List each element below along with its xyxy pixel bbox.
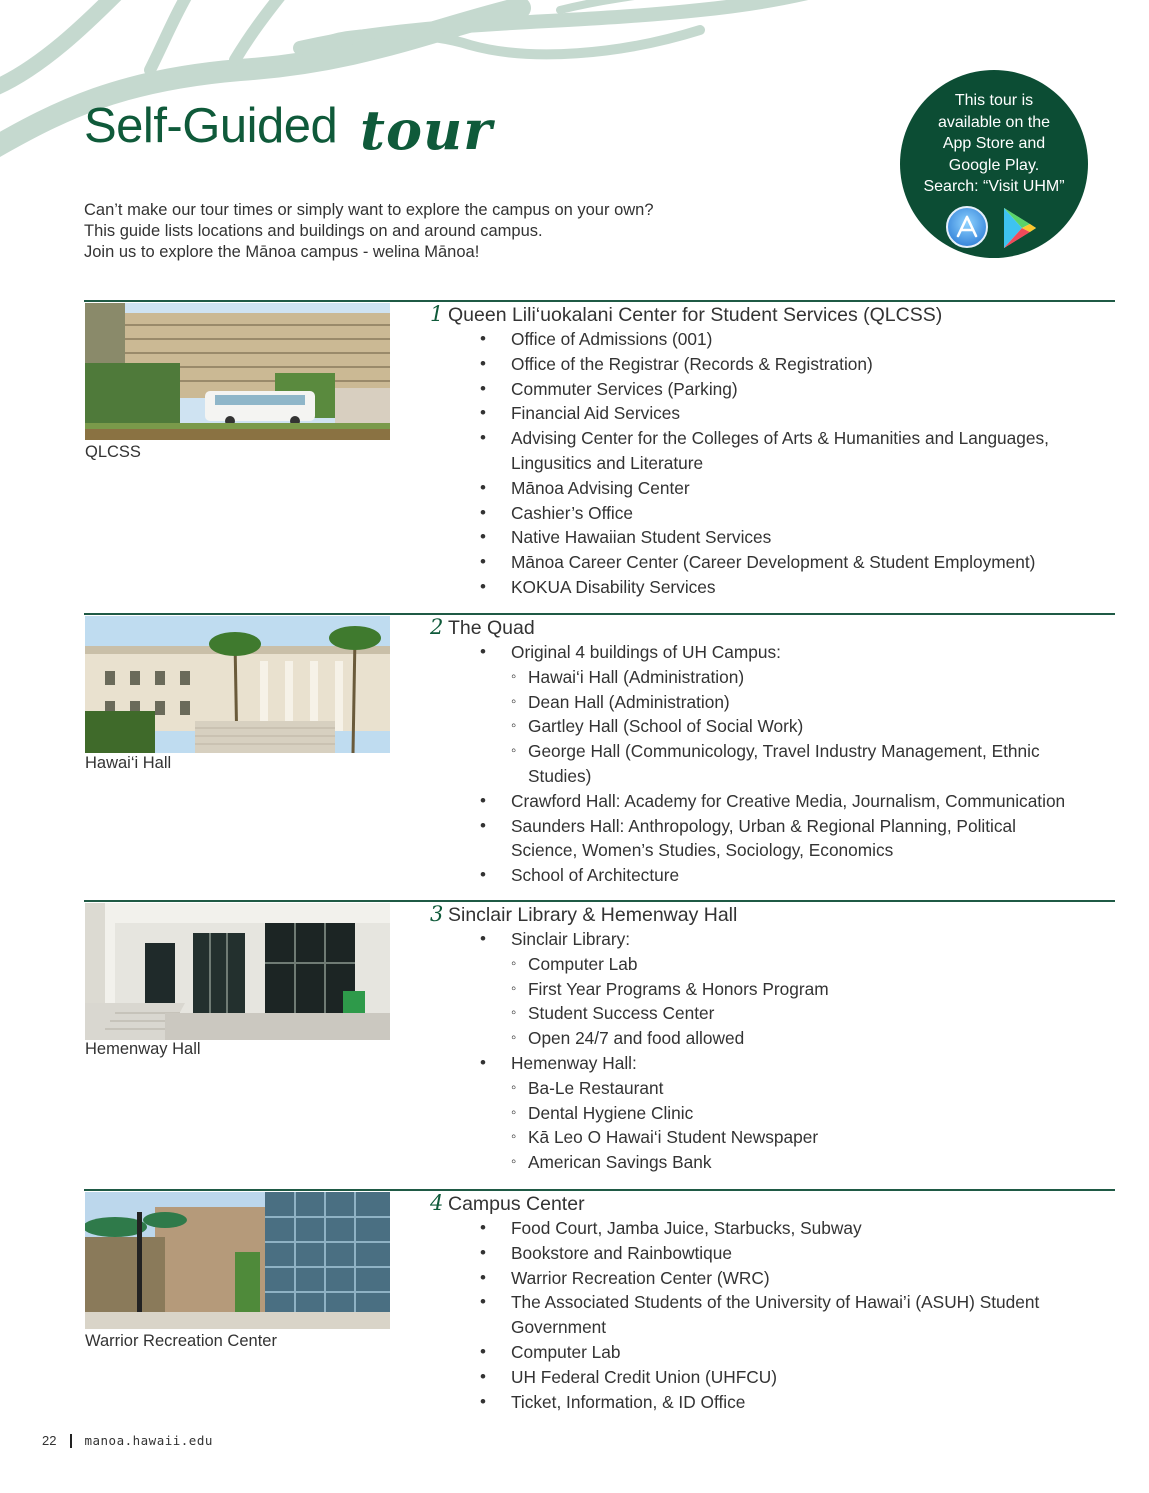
app-store-icon[interactable]: [946, 206, 988, 248]
sub-list-item-text-continued: Studies): [528, 765, 592, 786]
photo-caption: QLCSS: [85, 443, 141, 461]
hemenway-hall-photo: [85, 903, 390, 1040]
sub-list-item: ◦ American Savings Bank: [430, 1150, 1115, 1175]
badge-line: Search: “Visit UHM”: [923, 178, 1065, 195]
badge-line: Google Play.: [948, 156, 1040, 174]
sub-list-item: ◦ Open 24/7 and food allowed: [430, 1026, 1115, 1051]
sub-list-item: ◦ Student Success Center: [430, 1001, 1115, 1026]
list-item-text: Saunders Hall: Anthropology, Urban & Regional Planning, Political: [511, 815, 1016, 836]
list-item: [430, 1290, 1115, 1340]
sub-list: [430, 665, 1115, 789]
sub-list: [430, 952, 1115, 1051]
list-item: • Office of Admissions (001): [430, 327, 1115, 352]
list-item: • Native Hawaiian Student Services: [430, 525, 1115, 550]
section-heading: [430, 1191, 1115, 1216]
list-item: • Cashier’s Office: [430, 501, 1115, 526]
app-availability-badge: [900, 70, 1088, 258]
photo-caption: Warrior Recreation Center: [85, 1332, 277, 1350]
sub-list-item-text: George Hall (Communicology, Travel Industry Management, Ethnic: [528, 741, 1040, 762]
tour-stop-4: [84, 1189, 1115, 1419]
item-list: [430, 927, 1115, 1175]
sub-list-item: ◦ First Year Programs & Honors Program: [430, 977, 1115, 1002]
list-item-text-continued: Science, Women’s Studies, Sociology, Economics: [511, 840, 894, 861]
hawaii-hall-photo: [85, 616, 390, 753]
section-heading: [430, 902, 1115, 927]
section-title: Sinclair Library & Hemenway Hall: [448, 904, 738, 926]
footer-url-link[interactable]: manoa.hawaii.edu: [84, 1433, 213, 1448]
photo-caption: Hawai‘i Hall: [85, 754, 172, 772]
page-title: Self-Guided: [84, 99, 338, 153]
section-number: 1: [430, 302, 444, 326]
page-title-script: tour: [360, 98, 493, 162]
section-heading: [430, 302, 1115, 327]
list-item: • Crawford Hall: Academy for Creative Media, Journalism, Communication: [430, 789, 1115, 814]
list-item: • Financial Aid Services: [430, 401, 1115, 426]
sub-list: [430, 1076, 1115, 1175]
section-content: [430, 302, 1115, 600]
item-list: [430, 327, 1115, 600]
list-item: • KOKUA Disability Services: [430, 575, 1115, 600]
list-item-text: Advising Center for the Colleges of Arts & Humanities and Languages,: [511, 428, 1049, 449]
list-item: [430, 814, 1115, 864]
list-item: • Warrior Recreation Center (WRC): [430, 1266, 1115, 1291]
list-item: • Commuter Services (Parking): [430, 377, 1115, 402]
section-title: The Quad: [448, 617, 535, 639]
intro-line: This guide lists locations and buildings on and around campus.: [84, 222, 543, 240]
sub-list-item: ◦ Hawai‘i Hall (Administration): [430, 665, 1115, 690]
section-heading: [430, 615, 1115, 640]
intro-text: [84, 200, 804, 263]
list-item-text-continued: Government: [511, 1317, 607, 1338]
item-list: [430, 640, 1115, 888]
list-item: • UH Federal Credit Union (UHFCU): [430, 1365, 1115, 1390]
section-content: [430, 902, 1115, 1175]
list-item: [430, 426, 1115, 476]
section-content: [430, 615, 1115, 888]
section-content: [430, 1191, 1115, 1414]
list-item-text: Hemenway Hall:: [511, 1052, 637, 1073]
badge-line: available on the: [937, 113, 1051, 131]
list-item-text: Sinclair Library:: [511, 929, 631, 949]
sub-list-item: ◦ Dental Hygiene Clinic: [430, 1101, 1115, 1126]
list-item: • Ticket, Information, & ID Office: [430, 1390, 1115, 1415]
page-number: 22: [42, 1433, 57, 1448]
badge-line: This tour is: [954, 92, 1034, 109]
sub-list-item: ◦ Ba-Le Restaurant: [430, 1076, 1115, 1101]
photo-caption: Hemenway Hall: [85, 1040, 201, 1058]
sub-list-item: ◦ Dean Hall (Administration): [430, 690, 1115, 715]
google-play-icon[interactable]: [998, 206, 1042, 250]
sub-list-item: ◦ Gartley Hall (School of Social Work): [430, 714, 1115, 739]
list-item: [430, 640, 1115, 789]
tour-stop-2: [84, 613, 1115, 893]
section-title: Queen Lili‘uokalani Center for Student Services (QLCSS): [448, 304, 943, 326]
list-item-text-continued: Lingusitics and Literature: [511, 452, 704, 473]
section-title: Campus Center: [448, 1193, 585, 1215]
list-item: [430, 927, 1115, 1051]
list-item: • Bookstore and Rainbowtique: [430, 1241, 1115, 1266]
list-item: • School of Architecture: [430, 863, 1115, 888]
sub-list-item: [430, 739, 1115, 789]
intro-line: Join us to explore the Mānoa campus - welina Mānoa!: [84, 243, 480, 261]
sub-list-item: ◦ Kā Leo O Hawai‘i Student Newspaper: [430, 1125, 1115, 1150]
warrior-recreation-center-photo: [85, 1192, 390, 1329]
list-item: • Food Court, Jamba Juice, Starbucks, Subway: [430, 1216, 1115, 1241]
qlcss-photo: [85, 303, 390, 440]
badge-line: App Store and: [942, 135, 1046, 152]
list-item: • Mānoa Career Center (Career Development & Student Employment): [430, 550, 1115, 575]
list-item: • Computer Lab: [430, 1340, 1115, 1365]
tour-stop-1: [84, 300, 1115, 605]
item-list: [430, 1216, 1115, 1414]
list-item-text: The Associated Students of the University of Hawai’i (ASUH) Student: [511, 1292, 1040, 1313]
intro-line: Can’t make our tour times or simply want to explore the campus on your own?: [84, 201, 654, 219]
list-item-text: Original 4 buildings of UH Campus:: [511, 642, 781, 662]
tour-stop-3: [84, 900, 1115, 1185]
section-number: 2: [430, 615, 444, 639]
section-number: 3: [430, 902, 444, 926]
list-item: • Office of the Registrar (Records & Registration): [430, 352, 1115, 377]
list-item: • Mānoa Advising Center: [430, 476, 1115, 501]
footer-divider: [70, 1434, 72, 1448]
sub-list-item: ◦ Computer Lab: [430, 952, 1115, 977]
section-number: 4: [430, 1191, 444, 1215]
list-item: [430, 1051, 1115, 1175]
page-footer: [42, 1433, 213, 1448]
